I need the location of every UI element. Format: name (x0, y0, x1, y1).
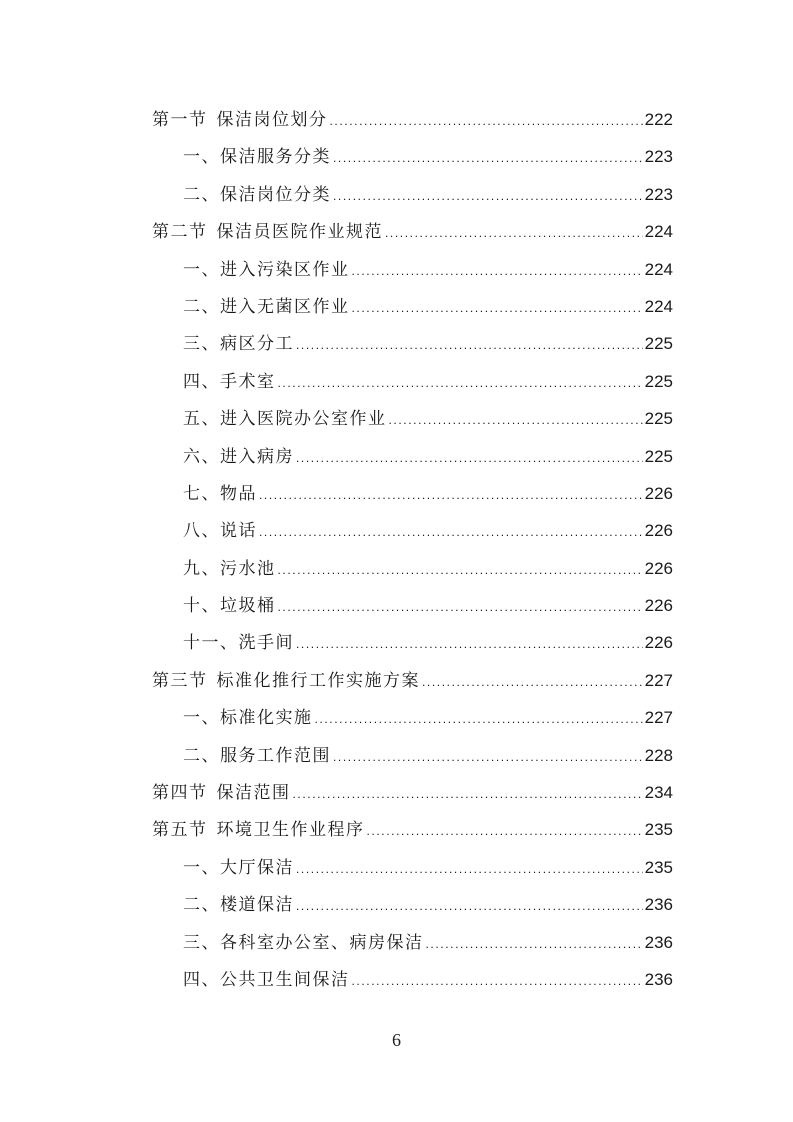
toc-entry-page: 226 (644, 558, 673, 578)
toc-entry-number: 第三节 (152, 670, 208, 691)
dot-leader (389, 402, 643, 439)
dot-leader (259, 514, 643, 551)
page-number: 6 (392, 1030, 401, 1050)
dot-leader (278, 589, 643, 626)
toc-entry-title: 保洁服务分类 (220, 147, 331, 168)
toc-entry-number: 一、 (183, 147, 220, 168)
dot-leader (296, 851, 643, 888)
toc-entry-page: 223 (644, 184, 673, 204)
toc-entry-number: 四、 (183, 371, 220, 392)
toc-entry[interactable] (152, 138, 673, 175)
toc-entry-number: 五、 (183, 409, 220, 430)
toc-entry-title: 标准化实施 (220, 708, 313, 729)
toc-entry-title: 进入医院办公室作业 (220, 409, 387, 430)
dot-leader (352, 963, 643, 1000)
toc-entry-number: 十、 (183, 596, 220, 617)
toc-entry[interactable] (152, 624, 673, 661)
toc-entry-title: 说话 (220, 521, 257, 542)
toc-entry-page: 227 (644, 708, 673, 728)
toc-entry[interactable] (152, 550, 673, 587)
toc-entry-section-1[interactable] (152, 101, 673, 138)
toc-entry-number: 八、 (183, 521, 220, 542)
dot-leader (315, 701, 643, 738)
dot-leader (367, 813, 643, 850)
toc-entry[interactable] (152, 699, 673, 736)
toc-entry-title: 物品 (220, 483, 257, 504)
toc-entry-title: 服务工作范围 (220, 745, 331, 766)
toc-entry-page: 226 (644, 521, 673, 541)
toc-entry-title: 进入无菌区作业 (220, 296, 350, 317)
dot-leader (333, 178, 643, 215)
toc-entry[interactable] (152, 363, 673, 400)
toc-entry-number: 二、 (183, 296, 220, 317)
toc-entry-page: 234 (644, 783, 673, 803)
toc-entry-number: 一、 (183, 857, 220, 878)
toc-entry[interactable] (152, 288, 673, 325)
toc-entry-title: 手术室 (220, 371, 276, 392)
toc-entry-title: 保洁范围 (216, 783, 291, 804)
toc-entry-title: 保洁员医院作业规范 (216, 222, 383, 243)
toc-entry[interactable] (152, 176, 673, 213)
toc-entry-number: 第二节 (152, 222, 208, 243)
dot-leader (333, 140, 643, 177)
dot-leader (293, 776, 643, 813)
toc-entry-page: 225 (644, 446, 673, 466)
toc-entry-number: 一、 (183, 259, 220, 280)
dot-leader (426, 926, 643, 963)
toc-entry-number: 第四节 (152, 783, 208, 804)
toc-entry[interactable] (152, 475, 673, 512)
toc-entry-number: 九、 (183, 558, 220, 579)
toc-entry[interactable] (152, 886, 673, 923)
toc-entry-number: 四、 (183, 969, 220, 990)
toc-entry-page: 223 (644, 147, 673, 167)
toc-entry-title: 保洁岗位分类 (220, 184, 331, 205)
toc-entry[interactable] (152, 251, 673, 288)
dot-leader (278, 552, 643, 589)
toc-entry-title: 楼道保洁 (220, 895, 294, 916)
toc-entry-title: 环境卫生作业程序 (216, 820, 365, 841)
toc-entry-section-5[interactable] (152, 811, 673, 848)
toc-entry-number: 第五节 (152, 820, 208, 841)
toc-entry[interactable] (152, 587, 673, 624)
toc-entry-page: 225 (644, 334, 673, 354)
dot-leader (278, 365, 643, 402)
toc-entry-page: 224 (644, 259, 673, 279)
toc-entry-number: 六、 (183, 446, 220, 467)
toc-entry-section-2[interactable] (152, 213, 673, 250)
toc-entry-page: 226 (644, 483, 673, 503)
dot-leader (330, 103, 643, 140)
toc-entry-title: 公共卫生间保洁 (220, 969, 350, 990)
toc-entry-title: 大厅保洁 (220, 857, 294, 878)
toc-entry-page: 227 (644, 670, 673, 690)
toc-entry-number: 第一节 (152, 110, 208, 130)
toc-entry-page: 225 (644, 409, 673, 429)
toc-entry-page: 226 (644, 596, 673, 616)
toc-entry-number: 二、 (183, 895, 220, 916)
toc-entry-page: 228 (644, 745, 673, 765)
toc-entry-page: 235 (644, 820, 673, 840)
toc-entry-section-3[interactable] (152, 662, 673, 699)
dot-leader (385, 215, 643, 252)
toc-entry[interactable] (152, 438, 673, 475)
toc-entry-section-4[interactable] (152, 774, 673, 811)
toc-entry[interactable] (152, 400, 673, 437)
toc-entry-title: 保洁岗位划分 (216, 110, 328, 130)
dot-leader (296, 440, 643, 477)
toc-entry-title: 标准化推行工作实施方案 (216, 670, 420, 691)
dot-leader (259, 477, 643, 514)
toc-entry-title: 病区分工 (220, 334, 294, 355)
toc-entry-title: 洗手间 (238, 633, 294, 654)
toc-entry-number: 三、 (183, 932, 220, 953)
toc-entry-page: 222 (644, 110, 673, 129)
dot-leader (352, 253, 643, 290)
toc-entry-title: 各科室办公室、病房保洁 (220, 932, 424, 953)
dot-leader (296, 327, 643, 364)
toc-entry-title: 进入污染区作业 (220, 259, 350, 280)
dot-leader (333, 739, 643, 776)
toc-entry-page: 236 (644, 932, 673, 952)
dot-leader (296, 626, 643, 663)
toc-entry-number: 十一、 (183, 633, 239, 654)
toc-entry-page: 236 (644, 895, 673, 915)
toc-entry-page: 235 (644, 857, 673, 877)
dot-leader (422, 664, 643, 701)
toc-entry-page: 226 (644, 633, 673, 653)
toc-entry-title: 进入病房 (220, 446, 294, 467)
toc-entry-page: 224 (644, 296, 673, 316)
toc-entry[interactable] (152, 512, 673, 549)
toc-entry-number: 三、 (183, 334, 220, 355)
toc-entry-title: 垃圾桶 (220, 596, 276, 617)
toc-entry-number: 七、 (183, 483, 220, 504)
table-of-contents (152, 101, 673, 998)
toc-entry[interactable] (152, 924, 673, 961)
toc-entry-number: 二、 (183, 745, 220, 766)
toc-entry[interactable] (152, 325, 673, 362)
toc-entry-page: 225 (644, 371, 673, 391)
toc-entry-page: 236 (644, 969, 673, 989)
toc-entry-number: 二、 (183, 184, 220, 205)
toc-entry[interactable] (152, 737, 673, 774)
dot-leader (296, 888, 643, 925)
toc-entry[interactable] (152, 961, 673, 998)
toc-entry-title: 污水池 (220, 558, 276, 579)
toc-entry-page: 224 (644, 222, 673, 242)
toc-entry-number: 一、 (183, 708, 220, 729)
toc-entry[interactable] (152, 849, 673, 886)
dot-leader (352, 290, 643, 327)
